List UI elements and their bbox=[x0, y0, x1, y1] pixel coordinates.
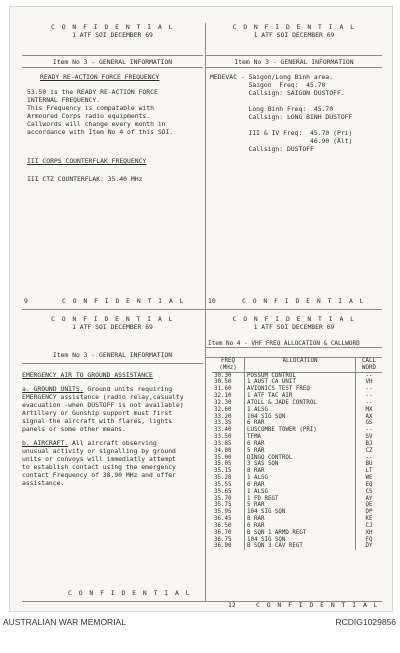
table-row bbox=[212, 516, 382, 523]
row-freq: 36.75 bbox=[212, 537, 245, 544]
q4-item: Item No 4 - VHF FREQ ALLOCATION & CALLWORD bbox=[208, 340, 360, 347]
row-allocation: 8 RAR bbox=[245, 516, 356, 523]
table-row bbox=[212, 400, 382, 407]
table-row bbox=[212, 461, 382, 468]
middle-rule bbox=[22, 309, 382, 310]
q1-body-rrf: 53.50 is the READY RE-ACTION FORCE INTERNAL FREQUENCY. This Frequency is compatable with Armoured Corps radio equipments. Callwords will change every month in accordance with Item No 4 of this SOI. bbox=[27, 88, 174, 136]
row-callword: QE bbox=[365, 502, 373, 509]
table-row bbox=[212, 427, 382, 434]
row-freq: 32.30 bbox=[212, 400, 245, 407]
table-row bbox=[212, 414, 382, 421]
row-allocation: 1 AUST CA UNIT bbox=[245, 379, 356, 386]
q3-ref: 1 ATF SOI DECEMBER 69 bbox=[72, 323, 153, 331]
q3-bottom-classification: C O N F I D E N T I A L bbox=[68, 589, 191, 597]
row-callword: CZ bbox=[365, 447, 373, 454]
document-sheet bbox=[9, 6, 393, 612]
row-freq: 36.90 bbox=[212, 543, 245, 550]
row-allocation: 1 ALSG bbox=[245, 407, 356, 414]
row-freq: 32.10 bbox=[212, 393, 245, 400]
row-freq: 35.00 bbox=[212, 455, 245, 462]
q1-ref: 1 ATF SOI DECEMBER 69 bbox=[72, 31, 153, 39]
q1-page-number: 9 bbox=[24, 297, 28, 305]
table-row bbox=[212, 455, 382, 462]
q4-ref: 1 ATF SOI DECEMBER 69 bbox=[253, 323, 335, 331]
row-allocation: 5 RAR bbox=[245, 448, 356, 455]
q1-bottom-classification: C O N F I D E N T I A L bbox=[62, 297, 185, 305]
q3-para-b bbox=[22, 439, 203, 487]
row-freq: 36.45 bbox=[212, 516, 245, 523]
row-allocation: 5 RAR bbox=[245, 502, 356, 509]
row-callword: MX bbox=[365, 406, 373, 413]
row-freq: 35.05 bbox=[212, 461, 245, 468]
row-freq: 35.95 bbox=[212, 509, 245, 516]
q2-ref: 1 ATF SOI DECEMBER 69 bbox=[253, 31, 335, 39]
q1-item: Item No 3 - GENERAL INFORMATION bbox=[52, 58, 173, 66]
row-allocation: ATOLL & JADE CONTROL bbox=[245, 400, 356, 407]
row-callword: -- bbox=[365, 386, 373, 393]
q1-item-rule bbox=[22, 67, 203, 68]
table-row bbox=[212, 530, 382, 537]
row-callword: DY bbox=[365, 543, 373, 550]
q2-item-rule bbox=[206, 67, 382, 68]
row-freq: 32.60 bbox=[212, 407, 245, 414]
row-freq: 35.20 bbox=[212, 475, 245, 482]
table-row bbox=[212, 523, 382, 530]
row-freq: 36.70 bbox=[212, 530, 245, 537]
q1-header-rule bbox=[22, 55, 203, 56]
row-freq: 33.35 bbox=[212, 420, 245, 427]
row-allocation: B SQN 1 ARMD REGT bbox=[245, 530, 356, 537]
q2-bottom-classification: C O N F I D E N T I A L bbox=[242, 297, 365, 305]
row-allocation: 104 SIG SQN bbox=[245, 414, 356, 421]
q2-classification: C O N F I D E N T I A L bbox=[232, 23, 356, 31]
row-allocation: 104 SIG SQN bbox=[245, 509, 356, 516]
row-freq: 35.15 bbox=[212, 468, 245, 475]
row-callword: VH bbox=[365, 379, 373, 386]
q1-heading-counterflak: III CORPS COUNTERFLAK FREQUENCY bbox=[27, 157, 147, 165]
row-freq: 30.30 bbox=[212, 372, 245, 379]
row-callword: DP bbox=[365, 509, 373, 516]
row-callword: SV bbox=[365, 434, 373, 441]
row-freq: 35.70 bbox=[212, 496, 245, 503]
table-row bbox=[212, 448, 382, 455]
table-row bbox=[212, 393, 382, 400]
row-allocation: 1 ATF TAC AIR bbox=[245, 393, 356, 400]
q3-para-a-label: a. GROUND UNITS. bbox=[22, 385, 84, 393]
table-row bbox=[212, 482, 382, 489]
q3-para-b-text: All aircraft observing unusual activity or signalling by ground units or convoys will immediatly attempt to establish contact using the emergency contact Frequency of 38.90 MHz and offer assistance. bbox=[22, 439, 176, 487]
row-allocation: 1 FD REGT bbox=[245, 496, 356, 503]
table-row bbox=[212, 475, 382, 482]
footer-credit: AUSTRALIAN WAR MEMORIAL bbox=[3, 617, 126, 627]
row-allocation: TFMA bbox=[245, 434, 356, 441]
table-row bbox=[212, 537, 382, 544]
table-row bbox=[212, 379, 382, 386]
row-allocation: AVIONICS TEST FREQ bbox=[245, 386, 356, 393]
vertical-divider bbox=[205, 23, 206, 601]
row-callword: GS bbox=[365, 420, 373, 427]
row-freq: 30.50 bbox=[212, 379, 245, 386]
row-allocation: 6 RAR bbox=[245, 420, 356, 427]
row-callword: EQ bbox=[365, 481, 373, 488]
row-callword: -- bbox=[365, 393, 373, 400]
row-callword: -- bbox=[365, 372, 373, 379]
row-freq: 33.20 bbox=[212, 414, 245, 421]
col-callword: CALL WORD bbox=[356, 358, 383, 372]
q2-page-number: 10 bbox=[208, 297, 216, 305]
row-freq: 31.60 bbox=[212, 386, 245, 393]
table-row bbox=[212, 496, 382, 503]
table-row bbox=[212, 502, 382, 509]
table-row bbox=[212, 509, 382, 516]
q2-medevac-text: MEDEVAC - Saigon/Long Binh area. Saigon Freq: 45.70 Callsign: SAIGON DUSTOFF. Long Binh Freq: 45.70 Callsign: LONG BINH DUSTOFF III & IV Freq: 45.70 (Pri) 46.90 (Alt) Callsign: DUSTOFF bbox=[210, 73, 353, 153]
table-row bbox=[212, 434, 382, 441]
col-freq: FREQ (MHz) bbox=[212, 358, 245, 372]
row-allocation: 1 ALSG bbox=[245, 489, 356, 496]
row-allocation: LUSCOMBE TOWER (PRI) bbox=[245, 427, 356, 434]
row-callword: AX bbox=[365, 413, 373, 420]
row-callword: -- bbox=[365, 427, 373, 434]
table-row bbox=[212, 543, 382, 550]
q3-item: Item No 3 - GENERAL INFORMATION bbox=[52, 351, 173, 359]
row-allocation: B SQN 3 CAV REGT bbox=[245, 543, 356, 550]
q4-classification: C O N F I D E N T I A L bbox=[232, 315, 356, 323]
q2-item: Item No 3 - GENERAL INFORMATION bbox=[234, 58, 354, 66]
q4-page-number: 12 bbox=[228, 601, 236, 609]
row-callword: KE bbox=[365, 516, 373, 523]
row-callword: CS bbox=[365, 488, 373, 495]
row-allocation: 6 RAR bbox=[245, 523, 356, 530]
row-callword: BJ bbox=[365, 440, 373, 447]
q3-para-a bbox=[22, 385, 203, 433]
row-allocation: POSSUM CONTROL bbox=[245, 372, 356, 379]
table-row bbox=[212, 489, 382, 496]
row-callword: CJ bbox=[365, 522, 373, 529]
row-freq: 33.50 bbox=[212, 434, 245, 441]
row-freq: 33.40 bbox=[212, 427, 245, 434]
row-freq: 35.55 bbox=[212, 482, 245, 489]
row-allocation: 3 SAS SQN bbox=[245, 461, 356, 468]
row-allocation: 104 SIG SQN bbox=[245, 537, 356, 544]
table-row bbox=[212, 386, 382, 393]
q3-heading: EMERGENCY AIR TO GROUND ASSISTANCE bbox=[22, 371, 153, 379]
table-header-row bbox=[212, 358, 382, 372]
q2-header-rule bbox=[206, 55, 382, 56]
vhf-allocation-table bbox=[212, 358, 382, 550]
q1-heading-rrf: READY RE-ACTION FORCE FREQUENCY bbox=[40, 73, 160, 81]
q1-body-counterflak: III CTZ COUNTERFLAK: 35.40 MHz bbox=[27, 175, 143, 183]
row-callword: AY bbox=[365, 495, 373, 502]
row-freq: 36.50 bbox=[212, 523, 245, 530]
table-row bbox=[212, 441, 382, 448]
table-row bbox=[212, 468, 382, 475]
row-callword: WE bbox=[365, 475, 373, 482]
table-row bbox=[212, 420, 382, 427]
q3-classification: C O N F I D E N T I A L bbox=[51, 315, 174, 323]
row-callword: LT bbox=[365, 468, 373, 475]
row-allocation: 8 RAR bbox=[245, 468, 356, 475]
q3-para-a-text: Ground units requiring EMERGENCY assistance (radio relay,casualty evacuation -when DUSTOFF is not available) Artillery or Gunship support must first signal the aircraft with flares, lights panels or some other means. bbox=[22, 385, 184, 433]
q3-para-b-label: b. AIRCRAFT. bbox=[22, 439, 69, 447]
q4-bottom-classification: C O N F I D E N T I A L bbox=[256, 601, 379, 609]
row-callword: -- bbox=[365, 399, 373, 406]
row-freq: 34.80 bbox=[212, 448, 245, 455]
q3-item-rule bbox=[22, 363, 203, 364]
row-freq: 35.65 bbox=[212, 489, 245, 496]
row-callword: XH bbox=[365, 529, 373, 536]
table-row bbox=[212, 407, 382, 414]
table-row bbox=[212, 372, 382, 379]
q1-classification: C O N F I D E N T I A L bbox=[51, 23, 174, 31]
row-allocation: 6 RAR bbox=[245, 482, 356, 489]
row-callword: BU bbox=[365, 461, 373, 468]
row-freq: 33.85 bbox=[212, 441, 245, 448]
row-callword: FQ bbox=[365, 536, 373, 543]
row-freq: 35.75 bbox=[212, 502, 245, 509]
row-allocation: DINGO CONTROL bbox=[245, 455, 356, 462]
row-allocation: 1 ALSG bbox=[245, 475, 356, 482]
col-allocation: ALLOCATION bbox=[245, 358, 356, 372]
row-callword: -- bbox=[365, 454, 373, 461]
footer-id: RCDIG1029856 bbox=[335, 617, 396, 627]
row-allocation: 6 RAR bbox=[245, 441, 356, 448]
